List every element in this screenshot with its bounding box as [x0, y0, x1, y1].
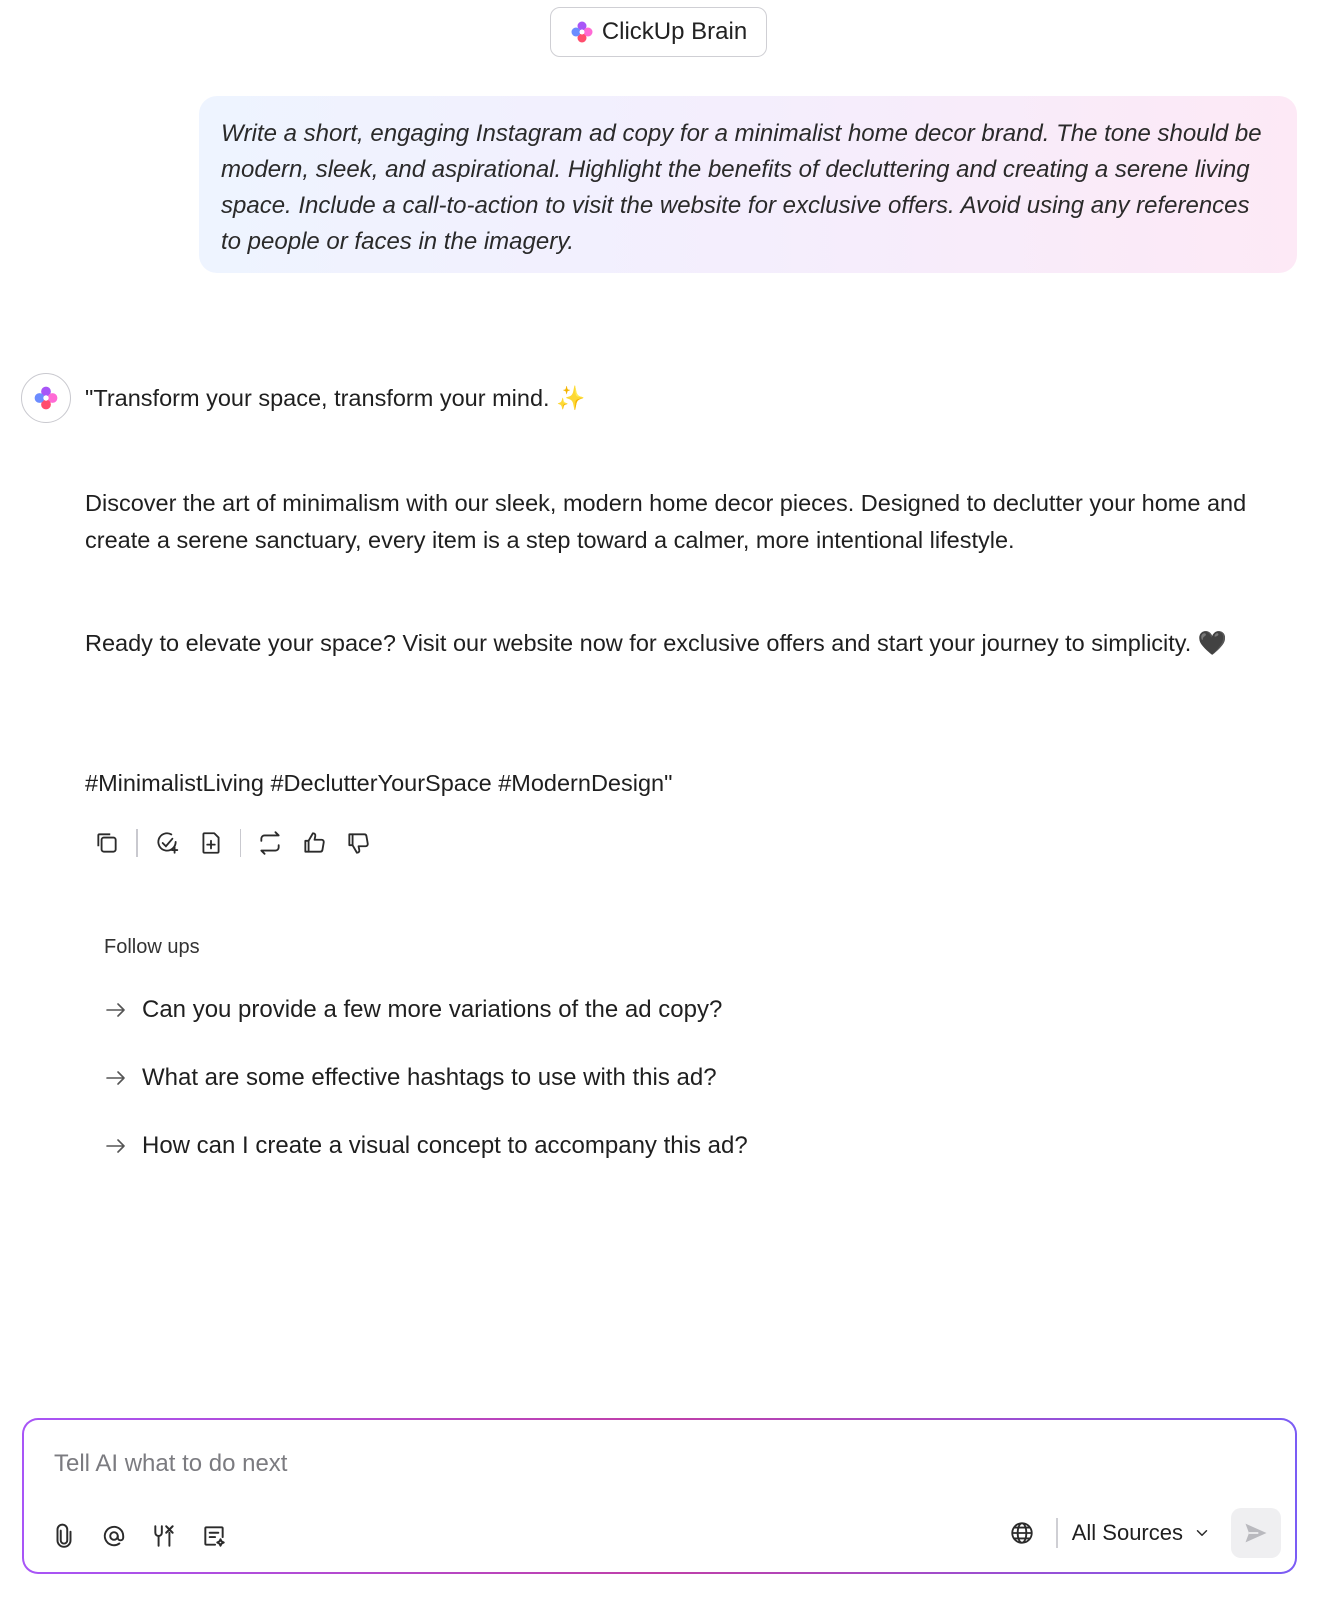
- sources-label: All Sources: [1071, 1520, 1183, 1545]
- attach-icon[interactable]: [46, 1518, 82, 1554]
- clickup-brain-header: [550, 7, 767, 57]
- toolbar-divider: [240, 829, 242, 857]
- followup-item[interactable]: [104, 1060, 717, 1096]
- clickup-brain-logo-icon: [570, 20, 594, 44]
- send-button[interactable]: [1231, 1508, 1281, 1558]
- followup-label: What are some effective hashtags to use with this ad?: [142, 1064, 717, 1091]
- thumbs-down-icon[interactable]: [341, 826, 375, 860]
- mention-icon[interactable]: [96, 1518, 132, 1554]
- response-paragraph-2: Ready to elevate your space? Visit our website now for exclusive offers and start your journey to simplicity. 🖤: [85, 630, 1228, 656]
- copy-icon[interactable]: [90, 826, 124, 860]
- sparkle-note-icon[interactable]: [196, 1518, 232, 1554]
- tools-icon[interactable]: [146, 1518, 182, 1554]
- composer-tools: [46, 1518, 232, 1554]
- response-headline: "Transform your space, transform your mind. ✨: [85, 385, 586, 411]
- send-icon: [1242, 1519, 1270, 1547]
- followup-label: Can you provide a few more variations of the ad copy?: [142, 996, 723, 1023]
- composer-divider: [1056, 1518, 1058, 1548]
- ai-prompt-input[interactable]: [54, 1446, 954, 1482]
- chevron-down-icon: [1193, 1524, 1211, 1542]
- sources-dropdown[interactable]: [1072, 1520, 1211, 1546]
- ai-composer-inner: [24, 1420, 1295, 1572]
- regenerate-icon[interactable]: [253, 826, 287, 860]
- globe-icon[interactable]: [1004, 1515, 1040, 1551]
- response-paragraph-1: Discover the art of minimalism with our sleek, modern home decor pieces. Designed to declutter your home and create a serene sanctuary, every item is a step toward a calmer, more intentional lifestyle.: [85, 490, 1247, 553]
- response-toolbar: [90, 826, 375, 860]
- response-hashtags: #MinimalistLiving #DeclutterYourSpace #ModernDesign": [85, 770, 673, 796]
- header-title: ClickUp Brain: [601, 18, 748, 45]
- check-add-icon[interactable]: [150, 826, 184, 860]
- toolbar-divider: [136, 829, 138, 857]
- user-prompt-bubble: [199, 96, 1297, 273]
- ai-composer: [22, 1418, 1297, 1574]
- followup-item[interactable]: [104, 992, 722, 1028]
- user-prompt-text: Write a short, engaging Instagram ad copy for a minimalist home decor brand. The tone should be modern, sleek, and aspirational. Highlight the benefits of decluttering and creating a serene living space. Include a call-to-action to visit the website for exclusive offers. Avoid using any references to people or faces in the imagery.: [221, 120, 1262, 255]
- followup-item[interactable]: [104, 1128, 748, 1164]
- followup-label: How can I create a visual concept to accompany this ad?: [142, 1132, 748, 1159]
- arrow-right-icon: [104, 998, 128, 1022]
- add-doc-icon[interactable]: [194, 826, 228, 860]
- thumbs-up-icon[interactable]: [297, 826, 331, 860]
- composer-right-controls: [1004, 1508, 1281, 1558]
- followups-title: Follow ups: [104, 936, 200, 958]
- ai-avatar: [21, 373, 71, 423]
- arrow-right-icon: [104, 1066, 128, 1090]
- arrow-right-icon: [104, 1134, 128, 1158]
- clickup-brain-logo-icon: [33, 385, 59, 411]
